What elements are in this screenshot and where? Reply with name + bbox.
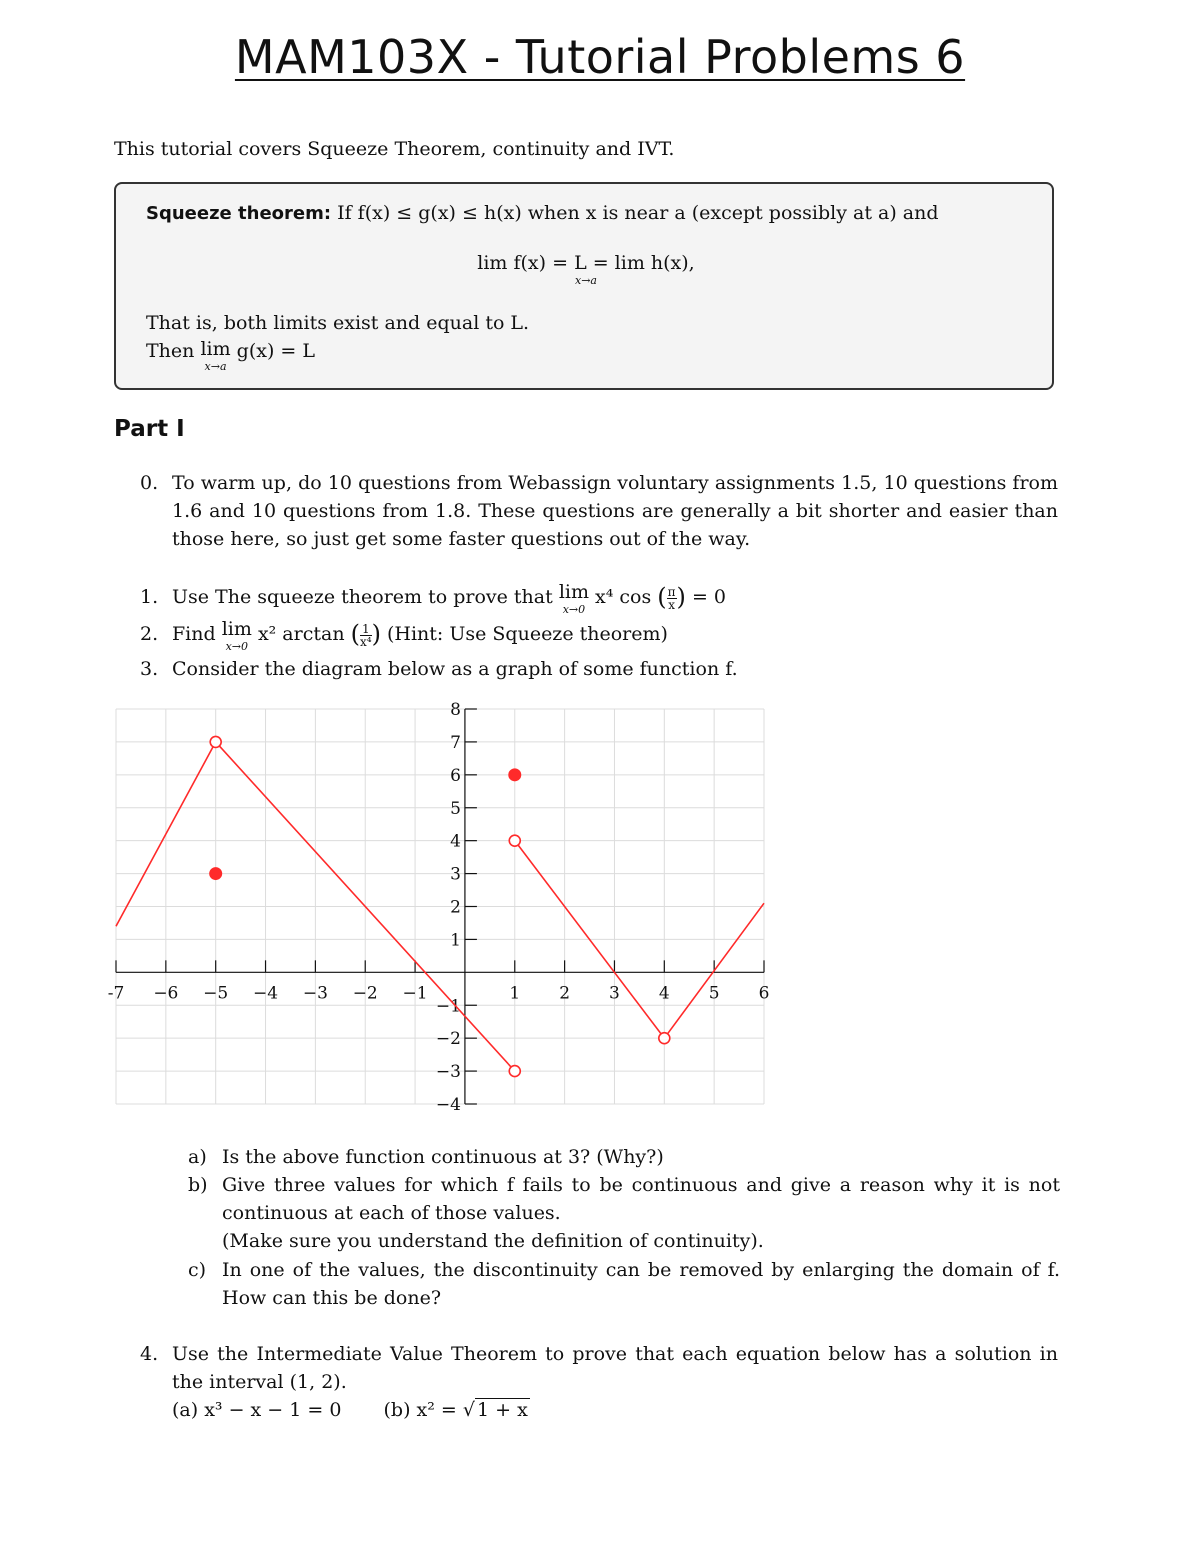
question-text: Consider the diagram below as a graph of some function f. [172,658,738,680]
y-tick-label: −2 [435,1029,461,1050]
y-tick-label: 3 [450,864,461,885]
theorem-limits: lim f(x) = L = lim h(x), [477,252,695,274]
subquestion-text: Is the above function continuous at 3? (Why?) [222,1146,664,1168]
open-point [659,1033,670,1044]
question-number: 4. [140,1343,159,1365]
closed-point [210,868,222,880]
question-number: 0. [140,472,159,494]
question-2 [140,620,1058,652]
y-tick-label: 5 [450,798,461,819]
theorem-statement [146,202,939,224]
y-tick-label: 4 [450,831,461,852]
theorem-line2: That is, both limits exist and equal to L. [146,312,530,334]
x-tick-label: −1 [402,983,428,1004]
closed-point [509,769,521,781]
subquestion-c: c) In one of the values, the discontinuity can be removed by enlarging the domain of f. How can this be done? [188,1256,1060,1312]
y-tick-label: −1 [435,996,461,1017]
question-4 [140,1340,1058,1396]
question-number: 2. [140,623,159,645]
x-tick-label: 1 [509,983,521,1004]
theorem-limit-row [116,254,1056,286]
question-text: Use The squeeze theorem to prove that lim x→0 x⁴ cos ( $\frac{\pi}{x}$ ) = 0 [172,581,727,616]
x-tick-label: 4 [658,983,670,1004]
x-tick-label: −6 [153,983,179,1004]
y-tick-label: −3 [435,1062,461,1083]
x-tick-label: 2 [559,983,571,1004]
theorem-line1: If f(x) ≤ g(x) ≤ h(x) when x is near a (except possibly at a) and [337,202,939,224]
question-3 [140,655,1058,683]
question-number: 3. [140,658,159,680]
y-tick-label: 8 [450,700,461,720]
question-text: Use the Intermediate Value Theorem to prove that each equation below has a solution in the interval (1, 2). [172,1343,1058,1393]
x-tick-label: -7 [107,983,125,1004]
x-tick-label: 6 [758,983,770,1004]
theorem-label: Squeeze theorem: [146,203,332,224]
page-title: MAM103X - Tutorial Problems 6 [234,30,966,84]
subquestion-a: a) Is the above function continuous at 3? (Why?) [188,1143,1060,1171]
question-text: To warm up, do 10 questions from Webassign voluntary assignments 1.5, 10 questions from 1.6 and 10 questions from 1.8. These questions are generally a bit shorter and easier than those here, so just get some faster questions out of the way. [172,472,1058,550]
x-tick-label: 5 [708,983,720,1004]
conclusion-subscript: x→a [204,360,227,373]
intro-text: This tutorial covers Squeeze Theorem, continuity and IVT. [114,138,675,160]
limit-subscript: x→a [575,274,597,287]
y-tick-label: 1 [450,930,461,951]
equation-a: (a) x³ − x − 1 = 0 [172,1399,342,1421]
y-tick-label: 2 [450,897,461,918]
x-tick-label: −2 [352,983,378,1004]
function-graph [107,700,770,1115]
open-point [210,736,221,747]
question-1 [140,583,1058,615]
theorem-conclusion: Then lim x→a g(x) = L [146,338,315,373]
x-tick-label: −3 [302,983,328,1004]
theorem-then: Then [146,340,195,362]
x-tick-label: −4 [253,983,279,1004]
theorem-conclusion-expr: g(x) = L [236,340,315,362]
question-0 [140,469,1058,553]
subquestion-b: b) Give three values for which f fails to be continuous and give a reason why it is not continuous at each of those values. [188,1171,1060,1227]
y-tick-label: 6 [450,765,461,786]
x-tick-label: −5 [203,983,229,1004]
open-point [509,835,520,846]
subquestion-b-note [188,1227,1060,1255]
subquestion-text: Give three values for which f fails to be continuous and give a reason why it is not continuous at each of those values. [222,1174,1060,1224]
part-heading: Part I [114,416,185,442]
question-number: 1. [140,586,159,608]
y-tick-label: −4 [435,1095,461,1115]
equation-b-prefix: (b) x² = [383,1399,457,1421]
subquestion-text: In one of the values, the discontinuity can be removed by enlarging the domain of f. How can this be done? [222,1259,1060,1309]
question-text: Find lim x→0 x² arctan ( $\frac{1}{\text{x⁴}}$ ) (Hint: Use Squeeze theorem) [172,618,668,653]
x-tick-label: 3 [609,983,620,1004]
squeeze-theorem-box [114,182,1054,390]
open-point [509,1066,520,1077]
equation-b-root: 1 + x [477,1399,528,1421]
subquestion-text: (Make sure you understand the definition of continuity). [222,1230,764,1252]
y-tick-label: 7 [450,732,461,753]
question-4-equations: (a) x³ − x − 1 = 0 (b) x² = √ 1 + x [172,1399,528,1421]
